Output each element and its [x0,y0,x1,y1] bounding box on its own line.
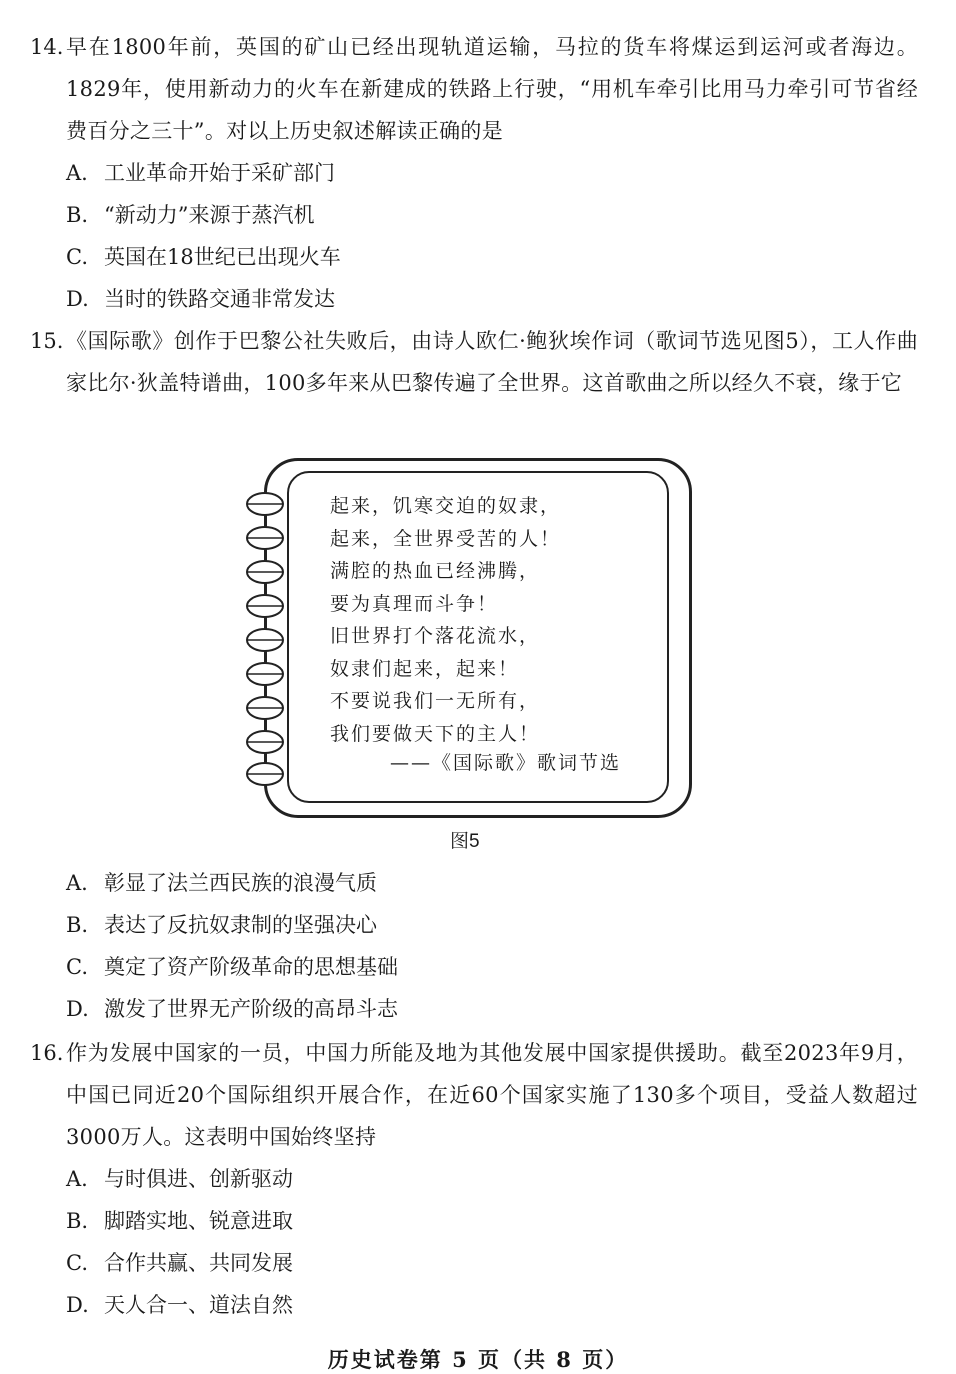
option-text: 激发了世界无产阶级的高昂斗志 [104,997,398,1021]
option-letter: A. [66,1167,88,1191]
lyric-line: 奴隶们起来，起来！ [330,657,520,680]
option-letter: C. [66,1251,88,1275]
page-footer: 历史试卷第 5 页（共 8 页） [327,1347,629,1372]
question-number: 15. [30,329,64,353]
option-letter: D. [66,287,89,311]
option-text: 工业革命开始于采矿部门 [104,161,335,185]
option-text: “新动力”来源于蒸汽机 [104,203,315,227]
option-text: 天人合一、道法自然 [104,1293,293,1317]
option-a[interactable] [66,1158,293,1200]
option-letter: B. [66,203,89,227]
option-letter: C. [66,245,88,269]
lyric-line: 我们要做天下的主人！ [330,722,541,745]
question-number: 14. [30,35,64,59]
option-d[interactable] [66,1284,293,1326]
option-text: 当时的铁路交通非常发达 [104,287,335,311]
lyric-line: 旧世界打个落花流水， [330,625,541,647]
option-c[interactable] [66,236,341,278]
option-letter: C. [66,955,88,979]
lyrics-source: ——《国际歌》歌词节选 [390,752,622,774]
option-c[interactable] [66,946,398,988]
option-letter: D. [66,1293,89,1317]
lyric-line: 满腔的热血已经沸腾， [330,560,541,582]
option-a[interactable] [66,862,377,904]
option-c[interactable] [66,1242,293,1284]
option-letter: B. [66,1209,89,1233]
option-text: 脚踏实地、锐意进取 [104,1209,293,1233]
option-text: 英国在18世纪已出现火车 [104,245,341,269]
question-stem: 作为发展中国家的一员，中国力所能及地为其他发展中国家提供援助。截至2023年9月，中国已同近20个国际组织开展合作，在近60个国家实施了130多个项目，受益人数超过3000万人。这表明中国始终坚持 [66,1041,918,1149]
option-d[interactable] [66,988,398,1030]
option-d[interactable] [66,278,335,320]
option-text: 奠定了资产阶级革命的思想基础 [104,955,398,979]
option-text: 合作共赢、共同发展 [104,1251,293,1275]
lyric-line: 起来，饥寒交迫的奴隶， [330,495,562,517]
question-number: 16. [30,1041,64,1065]
option-b[interactable] [66,1200,293,1242]
question-stem: 早在1800年前，英国的矿山已经出现轨道运输，马拉的货车将煤运到运河或者海边。1829年，使用新动力的火车在新建成的铁路上行驶，“用机车牵引比用马力牵引可节省经费百分之三十”。对以上历史叙述解读正确的是 [66,35,918,143]
option-text: 彰显了法兰西民族的浪漫气质 [104,871,377,895]
option-letter: D. [66,997,89,1021]
option-b[interactable] [66,194,314,236]
option-b[interactable] [66,904,377,946]
option-letter: A. [66,161,88,185]
lyric-line: 要为真理而斗争！ [330,592,499,615]
option-text: 表达了反抗奴隶制的坚强决心 [104,913,377,937]
lyrics-text [330,490,670,750]
option-letter: A. [66,871,88,895]
question-stem: 《国际歌》创作于巴黎公社失败后，由诗人欧仁·鲍狄埃作词（歌词节选见图5），工人作曲家比尔·狄盖特谱曲，100多年来从巴黎传遍了全世界。这首歌曲之所以经久不衰，缘于它 [66,329,918,395]
option-text: 与时俱进、创新驱动 [104,1167,293,1191]
option-letter: B. [66,913,89,937]
lyric-line: 不要说我们一无所有， [330,690,541,712]
lyric-line: 起来，全世界受苦的人！ [330,527,562,550]
spiral-notebook-icon [243,488,287,788]
figure-caption: 图5 [450,831,480,852]
option-a[interactable] [66,152,335,194]
watermark-logo [868,1284,918,1310]
